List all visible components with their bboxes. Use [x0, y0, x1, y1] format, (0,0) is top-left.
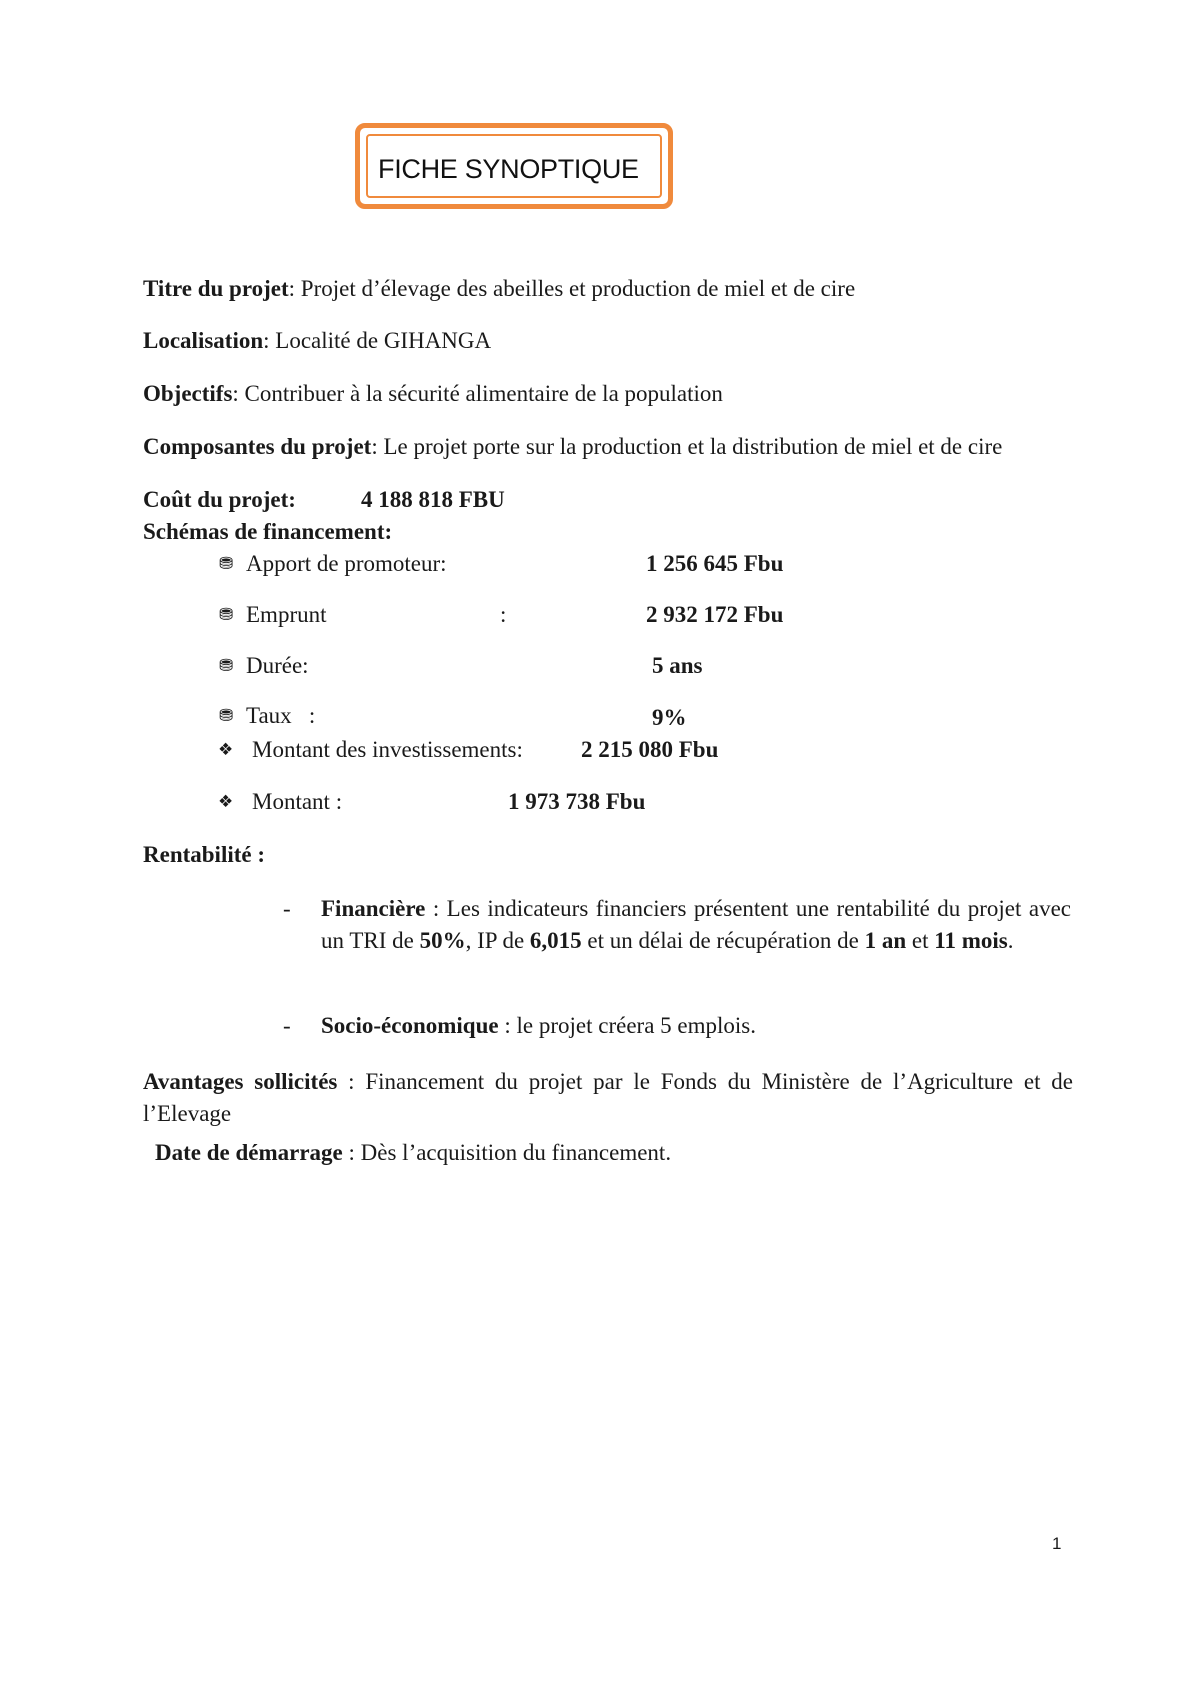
cout-value: 4 188 818 FBU: [361, 487, 505, 512]
date-line: [155, 1139, 671, 1167]
document-title: FICHE SYNOPTIQUE: [378, 154, 639, 184]
socio-line: [321, 1012, 756, 1040]
montant-label: Montant :: [252, 789, 343, 814]
avantages-value: : Financement du projet par le Fonds du Ministère de l’Agriculture et de l’Elevage: [143, 1069, 1073, 1126]
rentabilite-label: Rentabilité :: [143, 842, 266, 867]
delai-an-value: 1 an: [864, 928, 907, 953]
financement-sep: :: [500, 602, 507, 627]
financiere-text: et: [906, 928, 935, 953]
financiere-paragraph: [321, 893, 1071, 957]
financement-value: 5 ans: [652, 653, 703, 678]
titre-line: [143, 275, 855, 303]
page-number: 1: [1052, 1534, 1062, 1553]
titre-label: Titre du projet: [143, 276, 289, 301]
localisation-label: Localisation: [143, 328, 264, 353]
montant-value: 2 215 080 Fbu: [581, 737, 719, 762]
socio-label: Socio-économique: [321, 1013, 499, 1038]
tri-value: 50%: [419, 928, 466, 953]
date-label: Date de démarrage: [155, 1140, 343, 1165]
financement-label: Apport de promoteur:: [246, 551, 447, 576]
financiere-text: .: [1007, 928, 1014, 953]
financement-label: Emprunt: [246, 602, 327, 627]
financiere-label: Financière: [321, 896, 426, 921]
financement-value: 1 256 645 Fbu: [646, 551, 784, 576]
schemas-label: Schémas de financement:: [143, 519, 393, 544]
composantes-label: Composantes du projet: [143, 434, 372, 459]
composantes-value: : Le projet porte sur la production et la distribution de miel et de cire: [371, 434, 1003, 459]
date-value: : Dès l’acquisition du financement.: [342, 1140, 672, 1165]
objectifs-line: [143, 380, 723, 408]
socio-value: : le projet créera 5 emplois.: [498, 1013, 756, 1038]
cout-label: Coût du projet:: [143, 487, 296, 512]
financiere-text: : Les indicateurs financiers présentent une rentabilité du projet avec un TRI de: [321, 896, 1071, 953]
avantages-paragraph: [143, 1066, 1073, 1130]
list-dash: -: [283, 896, 291, 921]
financement-label: Durée:: [246, 653, 309, 678]
avantages-label: Avantages sollicités: [143, 1069, 338, 1094]
square-bullet-icon: ⛃: [219, 706, 234, 726]
list-dash: -: [283, 1013, 291, 1038]
titre-value: : Projet d’élevage des abeilles et production de miel et de cire: [288, 276, 856, 301]
square-bullet-icon: ⛃: [219, 605, 234, 625]
ip-value: 6,015: [529, 928, 582, 953]
square-bullet-icon: ⛃: [219, 554, 234, 574]
montant-label: Montant des investissements:: [252, 737, 523, 762]
financiere-text: et un délai de récupération de: [581, 928, 865, 953]
montant-value: 1 973 738 Fbu: [508, 789, 646, 814]
delai-mois-value: 11 mois: [934, 928, 1008, 953]
localisation-line: [143, 327, 491, 355]
title-box: [355, 123, 673, 209]
square-bullet-icon: ⛃: [219, 656, 234, 676]
financiere-text: , IP de: [465, 928, 530, 953]
localisation-value: : Localité de GIHANGA: [263, 328, 492, 353]
financement-label: Taux :: [246, 703, 316, 728]
diamond-bullet-icon: ❖: [218, 792, 234, 812]
financement-value: 2 932 172 Fbu: [646, 602, 784, 627]
objectifs-label: Objectifs: [143, 381, 233, 406]
composantes-line: [143, 433, 1002, 461]
diamond-bullet-icon: ❖: [218, 740, 234, 760]
financement-value: 9%: [652, 705, 687, 730]
objectifs-value: : Contribuer à la sécurité alimentaire de la population: [232, 381, 723, 406]
